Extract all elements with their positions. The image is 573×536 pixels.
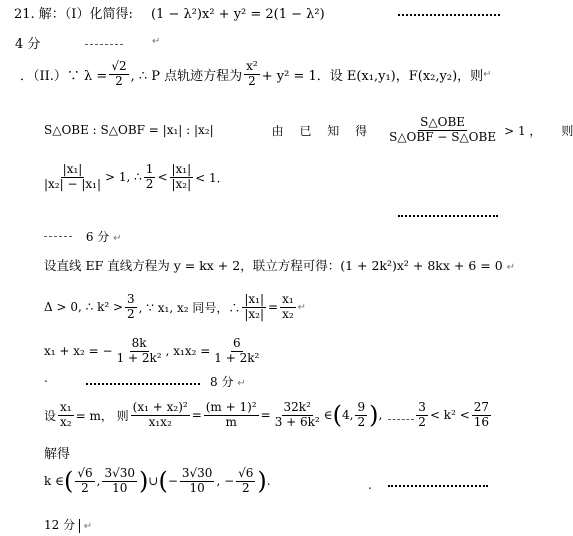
trajectory-end: + y² = 1．设 E(x₁,y₁)，F(x₂,y₂)，则 — [261, 68, 484, 84]
lambda-numerator: √2 — [111, 59, 127, 73]
half-denominator: 2 — [145, 176, 154, 191]
product-numerator: 6 — [232, 336, 241, 350]
x2-denominator: x₂ — [282, 306, 294, 321]
abs-diff-fraction — [42, 163, 103, 192]
area-ratio: S△OBE : S△OBF = |x₁| : |x₂| — [44, 123, 214, 138]
product-text: , x₁x₂ = — [165, 344, 211, 359]
abs-x2-2: |x₂| — [244, 306, 265, 321]
x-ratio-fraction — [280, 293, 296, 322]
m-fraction — [204, 401, 259, 430]
nine-denominator: 2 — [357, 414, 366, 429]
m-def-numerator: x₁ — [60, 400, 72, 414]
ans-4-numerator: √6 — [238, 466, 254, 480]
score-dots — [398, 14, 500, 16]
greater-than-one: > 1 ， — [504, 123, 542, 138]
problem-heading: 21. 解：（Ⅰ）化简得: — [14, 7, 133, 22]
score-6: 6 分 — [85, 230, 110, 244]
half-numerator: 1 — [145, 162, 154, 176]
score-4: 4 分 — [15, 37, 41, 52]
wavy-underline — [44, 228, 72, 237]
return-mark: ↵ — [152, 36, 161, 47]
union-sign: ∪ — [148, 474, 159, 489]
part2-lead: ．（II.）∵ λ = — [20, 68, 108, 84]
abs-ratio-fraction-2 — [242, 293, 266, 322]
ans-2-numerator: 3√30 — [104, 466, 136, 480]
x2-over-2-fraction — [244, 60, 260, 89]
element-of: ∈ — [323, 408, 333, 423]
abs-diff: |x₂| − |x₁| — [44, 176, 102, 191]
ans-frac-3 — [180, 467, 215, 496]
sum-numerator: 8k — [131, 336, 147, 350]
line-score-6 — [44, 228, 122, 245]
return-mark: ↵ — [113, 233, 122, 244]
ans-frac-2 — [102, 467, 137, 496]
three-numerator: 3 — [127, 292, 135, 306]
inequality-mid: > 1, ∴ — [105, 170, 142, 185]
return-mark: ↵ — [297, 301, 307, 313]
return-mark: ↵ — [237, 378, 246, 389]
abs-ratio-denominator: |x₂| — [171, 176, 192, 191]
square-denominator: x₁x₂ — [148, 414, 172, 429]
trajectory-text: , ∴ P 点轨迹方程为 — [130, 68, 243, 84]
line-vieta — [44, 337, 263, 366]
score-dots — [388, 485, 488, 487]
lambda-denominator: 2 — [115, 73, 123, 88]
ans-1-numerator: √6 — [77, 466, 93, 480]
area-numerator: S△OBE — [420, 115, 466, 129]
simplified-equation: (1 − λ²)x² + y² = 2(1 − λ²) — [150, 7, 325, 22]
sum-fraction — [115, 337, 164, 366]
return-mark: ↵ — [506, 262, 516, 273]
wavy-underline — [388, 411, 414, 420]
line-part-2 — [20, 60, 492, 89]
set-text: 设 — [44, 408, 57, 423]
k-lower-numerator: 3 — [418, 400, 426, 414]
line-delta — [44, 293, 306, 322]
square-numerator: (x₁ + x₂)² — [132, 400, 188, 414]
m-def-fraction — [58, 401, 74, 430]
abs-x1: |x₁| — [62, 162, 83, 176]
text-cursor — [79, 519, 80, 533]
line-score-8: . — [44, 371, 48, 385]
nine-halves-fraction — [355, 401, 367, 430]
m-numerator: (m + 1)² — [205, 400, 257, 414]
half-fraction — [144, 163, 156, 192]
k-upper-denominator: 16 — [473, 414, 490, 429]
line-answer: k ∈ ( $\frac{√6}{2}$ , $\frac{3√30}{10}$ ) ∪ ( − $\frac{3√30}{10}$ , − $\frac{√6}{2}$ ) . — [44, 466, 271, 496]
k-lower-denominator: 2 — [418, 414, 426, 429]
ans-frac-1 — [75, 467, 94, 496]
line-substitution: 设 $\frac{\text{x₁}}{\text{x₂}}$ = m， 则 $\frac{\text{(x₁ + x₂)²}}{\text{x₁x₂}}$ = $\frac{\text{(m + 1)²}}{m}$ = $\frac{\text{32k²}}{\text{3 + 6k²}}$ ∈ ( 4, $\frac{9}{2}$ ) , $\frac{3}{2}$ < k² < $\frac{27}{16}$ — [44, 400, 490, 430]
score-8-wrap — [210, 373, 246, 390]
interval-left: 4, — [342, 408, 354, 423]
nine-numerator: 9 — [357, 400, 366, 414]
wavy-underline — [85, 44, 123, 45]
score-dots — [86, 383, 200, 385]
k-in: k ∈ — [44, 474, 64, 489]
same-sign-text: , ∵ x₁, x₂ 同号，∴ — [138, 300, 241, 315]
k-denominator: 3 + 6k² — [274, 414, 320, 429]
lambda-fraction — [109, 60, 128, 89]
x2-numerator: x² — [246, 59, 258, 73]
return-mark: ↵ — [83, 521, 93, 532]
return-mark: ↵ — [483, 68, 492, 80]
ans-1-denominator: 2 — [81, 480, 89, 495]
line-solve — [44, 443, 70, 462]
solve-text: 解得 — [44, 447, 71, 462]
x1-numerator: x₁ — [282, 292, 294, 306]
abs-ratio-fraction — [170, 163, 194, 192]
x2-denominator: 2 — [248, 73, 256, 88]
square-fraction — [131, 401, 190, 430]
ans-3-numerator: 3√30 — [181, 466, 213, 480]
line-1 — [14, 3, 325, 22]
ans-3-denominator: 10 — [189, 480, 205, 495]
delta-text: Δ > 0, ∴ k² > — [44, 300, 124, 315]
known-text: 由 已 知 得 — [271, 123, 374, 138]
m-def-denominator: x₂ — [60, 414, 72, 429]
m-denominator: m — [225, 414, 237, 429]
abs-ratio-numerator: |x₁| — [171, 162, 192, 176]
k-upper-fraction — [472, 401, 491, 430]
sum-denominator: 1 + 2k² — [116, 350, 162, 365]
score-dots — [398, 215, 498, 217]
three-denominator: 2 — [127, 306, 135, 321]
line-score-4 — [15, 33, 40, 52]
k-upper-numerator: 27 — [473, 400, 490, 414]
score-8: 8 分 — [210, 375, 234, 389]
sum-text: x₁ + x₂ = − — [44, 344, 113, 359]
ans-frac-4 — [236, 467, 255, 496]
area-fraction — [387, 116, 498, 145]
k-fraction — [273, 401, 322, 430]
score-12: 12 分 — [44, 518, 76, 532]
ans-2-denominator: 10 — [112, 480, 128, 495]
less-than-one: < 1． — [195, 170, 229, 185]
line-area-ratio — [44, 116, 573, 145]
equals: = — [268, 300, 279, 315]
then-text: 则 — [561, 123, 573, 138]
final-dot: . — [368, 478, 372, 492]
product-denominator: 1 + 2k² — [214, 350, 260, 365]
line-inequality: $\frac{\text{|x₁|}}{\text{|x₂| − |x₁|}}$ > 1, ∴ $\frac{1}{2}$ < $\frac{\text{|x₁|}}{\text{|x₂|}}$ < 1． — [44, 162, 229, 191]
ans-4-denominator: 2 — [241, 480, 250, 495]
k-numerator: 32k² — [283, 400, 311, 414]
line-score-12 — [44, 516, 92, 533]
equals-m: = m， 则 — [75, 408, 129, 423]
k-range: < k² < — [429, 408, 470, 423]
line-ef-text: 设直线 EF 直线方程为 y = kx + 2，联立方程可得：(1 + 2k²)x² + 8kx + 6 = 0 — [44, 258, 503, 273]
product-fraction — [212, 337, 261, 366]
k-lower-fraction — [416, 401, 428, 430]
three-halves-fraction — [125, 293, 137, 322]
area-denominator: S△OBF − S△OBE — [389, 129, 497, 144]
line-ef — [44, 256, 515, 274]
abs-x1-2: |x₁| — [244, 292, 265, 306]
